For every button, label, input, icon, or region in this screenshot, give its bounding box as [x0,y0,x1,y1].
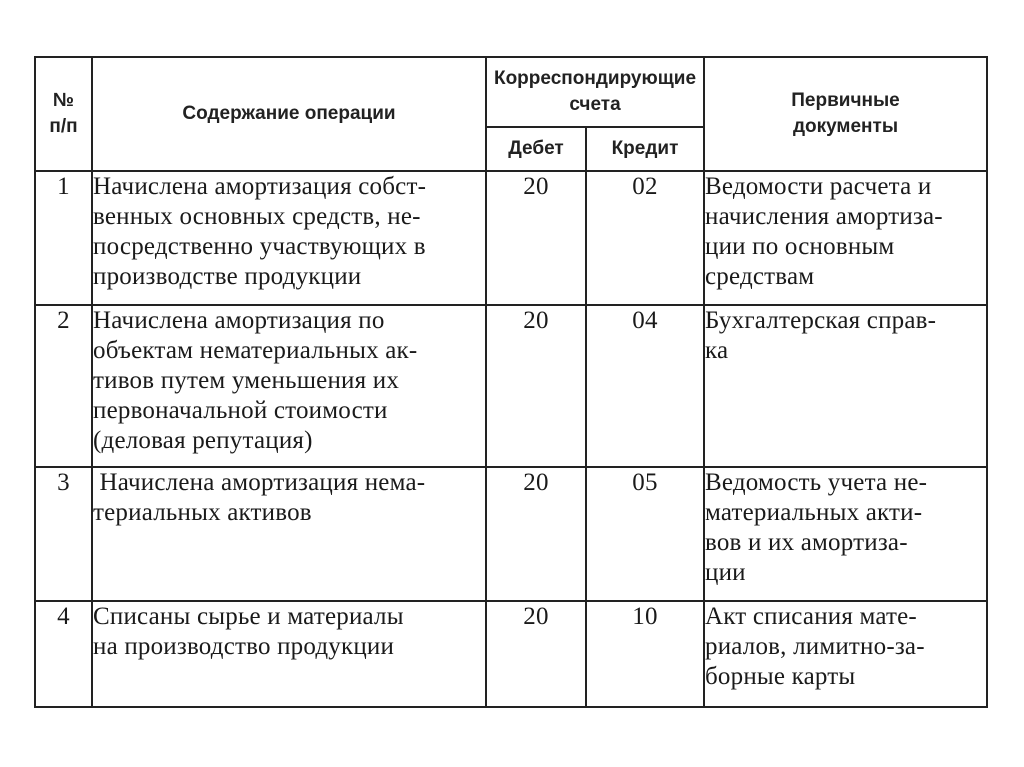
table-row [35,467,987,601]
row-content: Списаны сырье и материалы на производство продукции [92,601,486,707]
table-row [35,305,987,467]
row-credit: 10 [586,601,704,707]
row-content: Начислена амортизация нема- териальных активов [92,467,486,601]
row-debit: 20 [486,305,586,467]
row-documents: Ведомости расчета и начисления амортиза- ции по основным средствам [704,171,987,305]
row-credit: 02 [586,171,704,305]
row-content: Начислена амортизация по объектам нематериальных ак- тивов путем уменьшения их первоначальной стоимости (деловая репутация) [92,305,486,467]
table-body [35,171,987,707]
row-documents: Бухгалтерская справ- ка [704,305,987,467]
row-documents: Ведомость учета не- материальных акти- вов и их амортиза- ции [704,467,987,601]
header-number: № п/п [35,57,92,171]
row-documents: Акт списания мате- риалов, лимитно-за- борные карты [704,601,987,707]
header-credit: Кредит [586,127,704,171]
row-content: Начислена амортизация собст- венных основных средств, не- посредственно участвующих в производстве продукции [92,171,486,305]
row-number: 2 [35,305,92,467]
row-credit: 05 [586,467,704,601]
row-debit: 20 [486,601,586,707]
accounting-entries-table [34,56,988,708]
row-number: 4 [35,601,92,707]
row-debit: 20 [486,171,586,305]
table-header [35,57,987,171]
row-credit: 04 [586,305,704,467]
table-row [35,171,987,305]
header-debit: Дебет [486,127,586,171]
table-row [35,601,987,707]
header-documents: Первичные документы [704,57,987,171]
row-number: 1 [35,171,92,305]
row-debit: 20 [486,467,586,601]
row-number: 3 [35,467,92,601]
header-corresponding-accounts: Корреспондирующие счета [486,57,704,127]
header-content: Содержание операции [92,57,486,171]
